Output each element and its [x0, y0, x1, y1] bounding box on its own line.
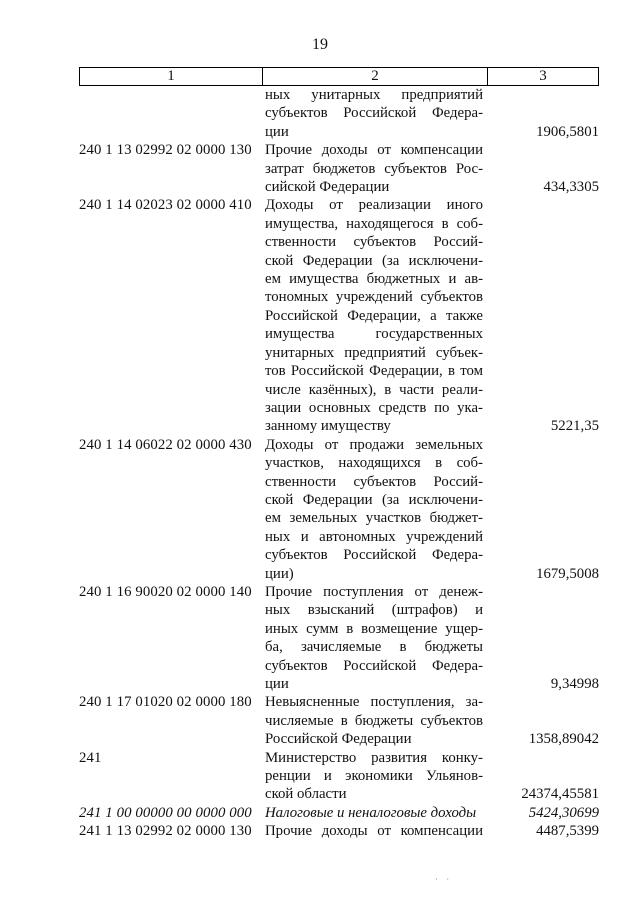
- amount: 9,34998: [550, 676, 599, 692]
- income-name-line: тов Российской Федерации, в том: [265, 363, 483, 380]
- income-name-line: Прочие доходы от компенсации: [265, 142, 483, 159]
- income-name-line: Невыясненные поступления, за-: [265, 694, 483, 711]
- column-header-name: 2: [263, 68, 488, 85]
- budget-code: 241 1 13 02992 02 0000 130: [79, 823, 252, 840]
- income-name-line: ской Федерации (за исключени-: [265, 252, 483, 269]
- income-name-line: имущества, находящегося в соб-: [265, 215, 483, 232]
- income-name-line: Прочие поступления от денеж-: [265, 583, 483, 600]
- income-name: [265, 749, 483, 804]
- income-name-line: ренции и экономики Ульянов-: [265, 768, 483, 785]
- income-name-line: Доходы от реализации иного: [265, 197, 483, 214]
- income-name-line: Российской Федерации, а также: [265, 307, 483, 324]
- table-row: [79, 804, 599, 822]
- column-header-row: [79, 67, 599, 86]
- table-row: [79, 583, 599, 693]
- income-name-line: ем имущества бюджетных и ав-: [265, 271, 483, 288]
- income-name-line: Прочие доходы от компенсации: [265, 823, 483, 840]
- income-name-line: ем земельных участков бюджет-: [265, 510, 483, 527]
- amount: 1679,5008: [536, 565, 599, 582]
- income-name-line: ственности субъектов Россий-: [265, 234, 483, 251]
- table-row: [79, 822, 599, 840]
- income-name: [265, 693, 483, 748]
- amount: 1358,89042: [528, 731, 599, 748]
- table-row: [79, 86, 599, 141]
- income-name-line: иных сумм в возмещение ущер-: [265, 620, 483, 637]
- income-name-line: затрат бюджетов субъектов Рос-: [265, 160, 483, 177]
- income-name-line: имущества государственных: [265, 326, 483, 343]
- income-name-line: Российской Федерации: [265, 731, 412, 748]
- amount: 24374,45581: [521, 786, 599, 803]
- income-name-line: сийской Федерации: [265, 179, 390, 196]
- income-name-line: ции: [265, 123, 289, 140]
- income-name: [265, 86, 483, 141]
- income-name-line: Министерство развития конку-: [265, 749, 483, 766]
- page-number: 19: [312, 36, 328, 53]
- budget-code: 240 1 14 06022 02 0000 430: [79, 436, 252, 453]
- income-name-line: участков, находящихся в соб-: [265, 455, 483, 472]
- income-name: [265, 141, 483, 196]
- income-name-line: занному имуществу: [265, 418, 391, 435]
- income-name-line: ных взысканий (штрафов) и: [265, 602, 483, 619]
- income-name: [265, 822, 483, 840]
- income-name-line: ных и автономных учреждений: [265, 528, 483, 545]
- income-name-line: ных унитарных предприятий: [265, 87, 483, 103]
- income-name: [265, 436, 483, 583]
- budget-code: 241 1 00 00000 00 0000 000: [79, 804, 252, 821]
- amount: 4487,5399: [536, 823, 599, 840]
- table-row: [79, 141, 599, 196]
- table-row: [79, 749, 599, 804]
- table-row: [79, 693, 599, 748]
- income-name-line: ба, зачисляемые в бюджеты: [265, 639, 483, 656]
- amount: 5424,30699: [528, 804, 599, 821]
- income-name-line: тономных учреждений субъектов: [265, 289, 483, 306]
- income-name: [265, 804, 483, 822]
- income-name: [265, 196, 483, 435]
- table-row: [79, 196, 599, 435]
- income-name-line: ции: [265, 676, 289, 692]
- budget-code: 240 1 13 02992 02 0000 130: [79, 142, 252, 159]
- revenue-table-body: [79, 86, 599, 841]
- budget-code: 241: [79, 749, 102, 766]
- income-name-line: ской Федерации (за исключени-: [265, 491, 483, 508]
- income-name-line: Налоговые и неналоговые доходы: [265, 804, 477, 821]
- budget-code: 240 1 14 02023 02 0000 410: [79, 197, 252, 214]
- budget-code: 240 1 17 01020 02 0000 180: [79, 694, 252, 711]
- income-name-line: числе казённых), в части реали-: [265, 381, 483, 398]
- income-name-line: субъектов Российской Федера-: [265, 105, 483, 122]
- income-name-line: субъектов Российской Федера-: [265, 547, 483, 564]
- income-name-line: зации основных средств по ука-: [265, 399, 483, 416]
- table-row: [79, 436, 599, 583]
- income-name-line: субъектов Российской Федера-: [265, 657, 483, 674]
- scan-specks: · ·: [435, 874, 453, 884]
- column-header-code: 1: [80, 68, 263, 85]
- budget-code: 240 1 16 90020 02 0000 140: [79, 583, 252, 600]
- income-name-line: ции): [265, 565, 294, 582]
- income-name-line: числяемые в бюджеты субъектов: [265, 712, 483, 729]
- income-name-line: ственности субъектов Россий-: [265, 473, 483, 490]
- column-header-amount: 3: [539, 68, 547, 84]
- amount: 1906,5801: [536, 123, 599, 140]
- income-name: [265, 583, 483, 693]
- income-name-line: ской области: [265, 786, 347, 803]
- amount: 5221,35: [550, 418, 599, 435]
- income-name-line: унитарных предприятий субъек-: [265, 344, 483, 361]
- amount: 434,3305: [543, 179, 599, 196]
- income-name-line: Доходы от продажи земельных: [265, 436, 483, 453]
